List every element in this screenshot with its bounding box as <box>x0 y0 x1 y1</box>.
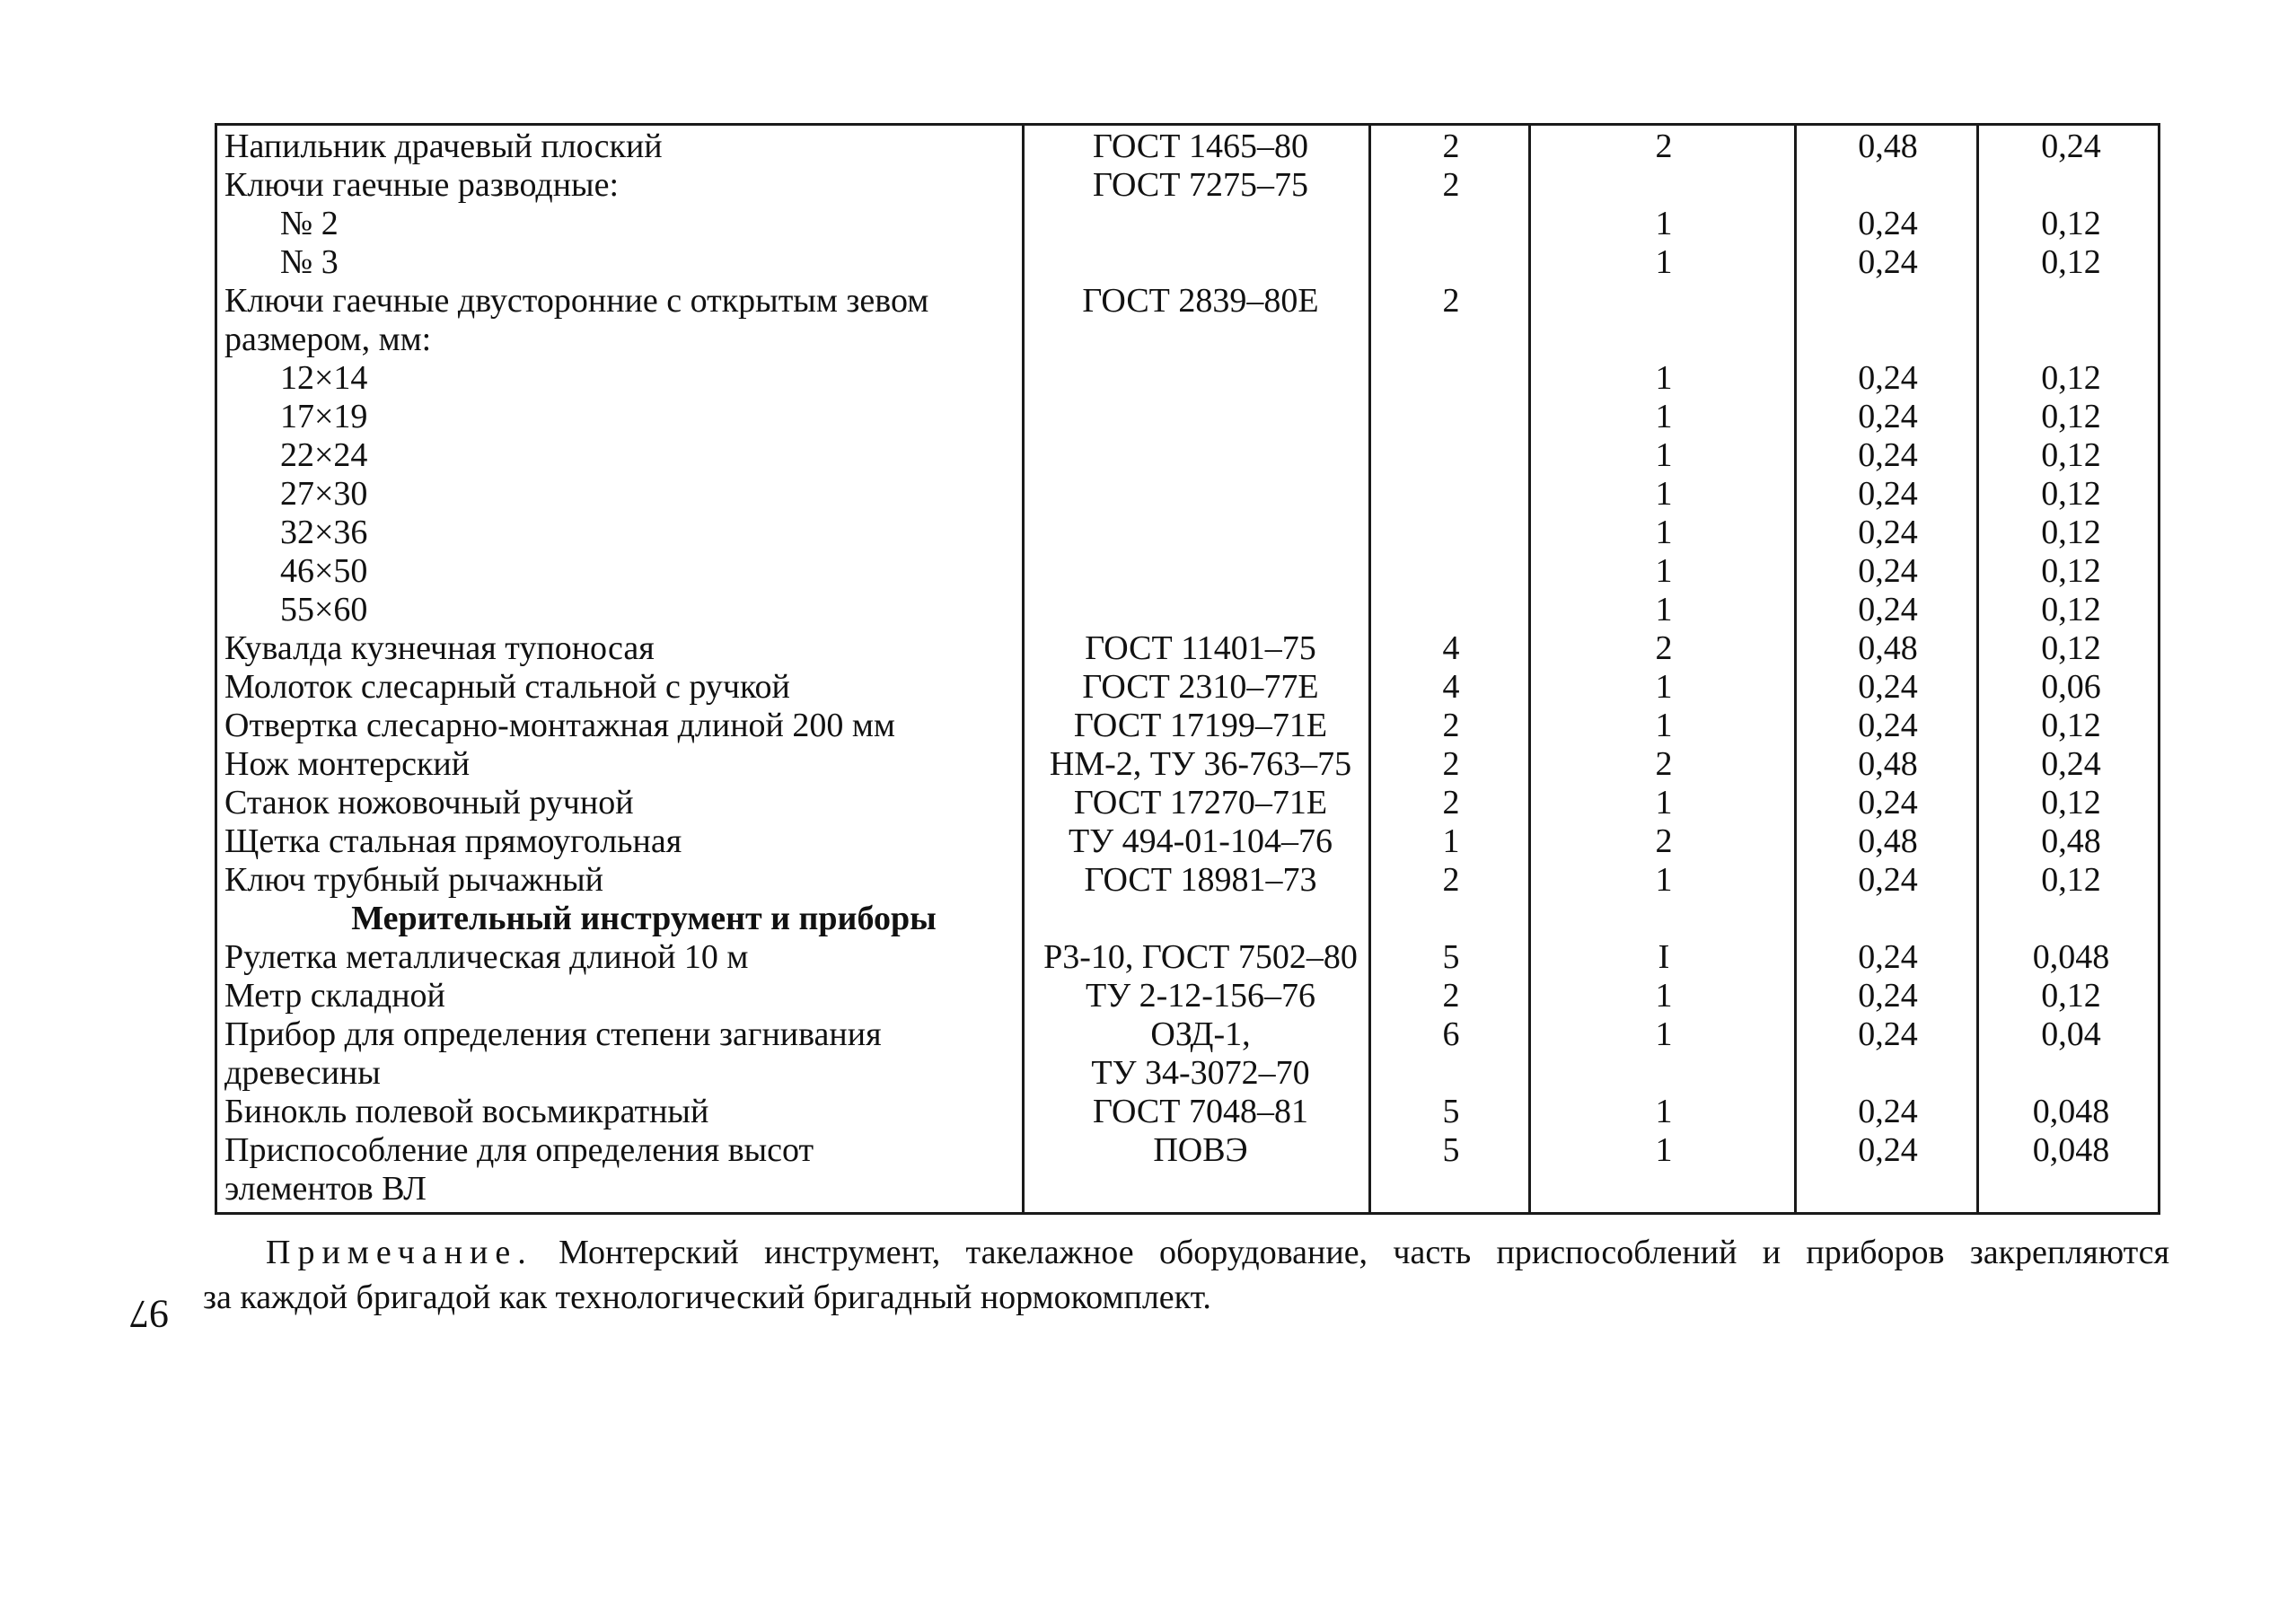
quantity-1-cell: 2 <box>1442 977 1460 1015</box>
quantity-2-cell: 1 <box>1655 359 1673 397</box>
value-1-cell: 0,24 <box>1858 591 1918 628</box>
standard-cell <box>1030 398 1371 436</box>
quantity-2-cell <box>1531 282 1797 321</box>
standard-cell <box>1030 591 1371 629</box>
page-number: 97 <box>129 1292 169 1336</box>
standard-cell <box>1030 514 1371 552</box>
section-heading-row <box>217 900 2158 938</box>
value-1-cell <box>1797 321 1979 359</box>
standard-cell: ГОСТ 18981–73 <box>1084 861 1317 899</box>
value-1-cell: 0,24 <box>1858 205 1918 242</box>
value-1-cell: 0,24 <box>1858 707 1918 744</box>
value-1-cell <box>1797 282 1979 321</box>
value-2-cell: 0,12 <box>2041 552 2101 590</box>
standard-cell: ГОСТ 2310–77Е <box>1082 668 1319 706</box>
value-2-cell <box>1979 166 2163 205</box>
value-1-cell <box>1797 1054 1979 1093</box>
value-2-cell: 0,12 <box>2041 707 2101 744</box>
table-row <box>217 745 2158 784</box>
quantity-1-cell: 5 <box>1442 1131 1460 1169</box>
table-note <box>203 1230 2169 1320</box>
value-1-cell: 0,24 <box>1858 668 1918 706</box>
item-name-cell: 55×60 <box>280 591 368 628</box>
quantity-2-cell: 1 <box>1655 1015 1673 1053</box>
value-2-cell: 0,048 <box>2032 938 2110 976</box>
table-row <box>217 321 2158 359</box>
quantity-2-cell: 1 <box>1655 861 1673 899</box>
table-row <box>217 822 2158 861</box>
value-2-cell: 0,12 <box>2041 359 2101 397</box>
item-name-cell: Щетка стальная прямоугольная <box>224 822 682 860</box>
value-1-cell: 0,48 <box>1858 745 1918 783</box>
item-name-cell: Метр складной <box>224 977 445 1015</box>
value-2-cell: 0,12 <box>2041 514 2101 551</box>
item-name-cell: Напильник драчевый плоский <box>224 127 663 165</box>
quantity-1-cell: 2 <box>1442 745 1460 783</box>
standard-cell: ГОСТ 7275–75 <box>1093 166 1308 204</box>
table-row <box>217 629 2158 668</box>
table-row <box>217 359 2158 398</box>
standard-cell: ГОСТ 17199–71Е <box>1073 707 1328 744</box>
item-name-cell: 27×30 <box>280 475 368 513</box>
quantity-2-cell: 2 <box>1655 629 1673 667</box>
quantity-1-cell <box>1371 321 1531 359</box>
table-row <box>217 1015 2158 1054</box>
table-row <box>217 861 2158 900</box>
standard-cell <box>1030 205 1371 243</box>
item-name-cell: Нож монтерский <box>224 745 471 783</box>
value-1-cell: 0,24 <box>1858 977 1918 1015</box>
value-2-cell: 0,06 <box>2041 668 2101 706</box>
value-1-cell: 0,24 <box>1858 1093 1918 1130</box>
value-2-cell: 0,12 <box>2041 205 2101 242</box>
standard-cell: ГОСТ 17270–71Е <box>1073 784 1328 822</box>
table-row <box>217 707 2158 745</box>
item-name-cell: Отвертка слесарно-монтажная длиной 200 мм <box>224 707 895 744</box>
standard-cell: ГОСТ 7048–81 <box>1093 1093 1308 1130</box>
standard-cell: ГОСТ 2839–80Е <box>1082 282 1319 320</box>
standard-cell: ТУ 34-3072–70 <box>1091 1054 1310 1092</box>
quantity-1-cell <box>1371 591 1531 629</box>
value-2-cell: 0,04 <box>2041 1015 2101 1053</box>
value-2-cell: 0,12 <box>2041 629 2101 667</box>
note-line-2: за каждой бригадой как технологический бригадный нормокомплект. <box>203 1279 1211 1316</box>
item-name-cell: 46×50 <box>280 552 368 590</box>
quantity-2-cell: 1 <box>1655 1131 1673 1169</box>
table-row <box>217 166 2158 205</box>
value-2-cell: 0,24 <box>2041 745 2101 783</box>
value-1-cell: 0,24 <box>1858 784 1918 822</box>
standard-cell <box>1030 243 1371 282</box>
quantity-2-cell: 1 <box>1655 668 1673 706</box>
value-2-cell: 0,048 <box>2032 1131 2110 1169</box>
value-1-cell: 0,24 <box>1858 552 1918 590</box>
standard-cell: Р3-10, ГОСТ 7502–80 <box>1043 938 1358 976</box>
standard-cell <box>1030 359 1371 398</box>
quantity-2-cell: 1 <box>1655 243 1673 281</box>
quantity-2-cell <box>1531 1170 1797 1208</box>
quantity-1-cell: 4 <box>1442 668 1460 706</box>
quantity-1-cell: 5 <box>1442 938 1460 976</box>
value-2-cell <box>1979 1054 2163 1093</box>
quantity-2-cell: 1 <box>1655 205 1673 242</box>
quantity-2-cell: 2 <box>1655 127 1673 165</box>
value-1-cell: 0,48 <box>1858 822 1918 860</box>
quantity-1-cell: 2 <box>1442 707 1460 744</box>
table-row <box>217 475 2158 514</box>
quantity-1-cell <box>1371 359 1531 398</box>
note-line-1 <box>203 1230 2169 1275</box>
item-name-cell: 22×24 <box>280 436 368 474</box>
quantity-2-cell: I <box>1658 938 1670 976</box>
quantity-1-cell: 2 <box>1442 127 1460 165</box>
quantity-1-cell: 5 <box>1442 1093 1460 1130</box>
standard-cell: НМ-2, ТУ 36-763–75 <box>1049 745 1352 783</box>
quantity-1-cell: 2 <box>1442 861 1460 899</box>
table-row <box>217 977 2158 1015</box>
item-name-cell: Кувалда кузнечная тупоносая <box>224 629 655 667</box>
quantity-2-cell: 1 <box>1655 591 1673 628</box>
value-2-cell: 0,48 <box>2041 822 2101 860</box>
value-2-cell: 0,12 <box>2041 398 2101 435</box>
standard-cell <box>1030 321 1371 359</box>
table-row <box>217 205 2158 243</box>
value-1-cell <box>1797 1170 1979 1208</box>
table-row <box>217 668 2158 707</box>
standard-cell <box>1030 552 1371 591</box>
item-name-cell: Приспособление для определения высот <box>224 1131 814 1169</box>
value-1-cell: 0,24 <box>1858 398 1918 435</box>
standard-cell <box>1030 475 1371 514</box>
value-2-cell: 0,12 <box>2041 475 2101 513</box>
table-row <box>217 1093 2158 1131</box>
quantity-1-cell <box>1371 1054 1531 1093</box>
quantity-2-cell: 1 <box>1655 398 1673 435</box>
value-2-cell: 0,12 <box>2041 591 2101 628</box>
table-row <box>217 127 2158 166</box>
value-2-cell: 0,12 <box>2041 243 2101 281</box>
quantity-1-cell: 6 <box>1442 1015 1460 1053</box>
standard-cell: ГОСТ 1465–80 <box>1093 127 1308 165</box>
value-1-cell: 0,48 <box>1858 629 1918 667</box>
quantity-1-cell <box>1371 436 1531 475</box>
value-2-cell <box>1979 900 2163 938</box>
value-1-cell <box>1797 166 1979 205</box>
quantity-2-cell: 1 <box>1655 784 1673 822</box>
value-2-cell: 0,12 <box>2041 784 2101 822</box>
quantity-1-cell: 4 <box>1442 629 1460 667</box>
quantity-1-cell <box>1371 1170 1531 1208</box>
item-name-cell: Молоток слесарный стальной с ручкой <box>224 668 790 706</box>
table-row <box>217 243 2158 282</box>
value-2-cell: 0,24 <box>2041 127 2101 165</box>
table-row <box>217 398 2158 436</box>
value-1-cell: 0,24 <box>1858 475 1918 513</box>
quantity-2-cell: 1 <box>1655 1093 1673 1130</box>
value-1-cell: 0,24 <box>1858 938 1918 976</box>
value-1-cell: 0,24 <box>1858 861 1918 899</box>
item-name-cell: Станок ножовочный ручной <box>224 784 634 822</box>
standard-cell: ТУ 2-12-156–76 <box>1086 977 1315 1015</box>
item-name-cell: размером, мм: <box>224 321 432 358</box>
tools-table <box>215 123 2160 1215</box>
quantity-1-cell <box>1371 205 1531 243</box>
value-1-cell: 0,24 <box>1858 243 1918 281</box>
table-row <box>217 591 2158 629</box>
quantity-2-cell <box>1531 1054 1797 1093</box>
quantity-2-cell: 1 <box>1655 514 1673 551</box>
table-row <box>217 938 2158 977</box>
quantity-1-cell: 2 <box>1442 166 1460 204</box>
note-text-1: Монтерский инструмент, такелажное оборудование, часть приспособлений и приборов закрепляются <box>559 1234 2170 1271</box>
value-2-cell: 0,12 <box>2041 861 2101 899</box>
value-1-cell: 0,24 <box>1858 436 1918 474</box>
quantity-2-cell <box>1531 166 1797 205</box>
value-2-cell <box>1979 1170 2163 1208</box>
item-name-cell: древесины <box>224 1054 381 1092</box>
note-label: Примечание. <box>266 1234 533 1271</box>
table-row <box>217 282 2158 321</box>
value-1-cell: 0,24 <box>1858 1015 1918 1053</box>
value-1-cell <box>1797 900 1979 938</box>
value-2-cell: 0,048 <box>2032 1093 2110 1130</box>
item-name-cell: 12×14 <box>280 359 368 397</box>
standard-cell <box>1030 1170 1371 1208</box>
quantity-1-cell <box>1371 398 1531 436</box>
item-name-cell: Ключи гаечные двусторонние с открытым зевом <box>224 282 929 320</box>
item-name-cell: 17×19 <box>280 398 368 435</box>
quantity-2-cell: 1 <box>1655 707 1673 744</box>
quantity-1-cell <box>1371 900 1531 938</box>
item-name-cell: 32×36 <box>280 514 368 551</box>
item-name-cell: Рулетка металлическая длиной 10 м <box>224 938 749 976</box>
item-name-cell: Ключи гаечные разводные: <box>224 166 620 204</box>
table-row <box>217 552 2158 591</box>
quantity-2-cell: 2 <box>1655 745 1673 783</box>
standard-cell: ТУ 494-01-104–76 <box>1069 822 1333 860</box>
value-1-cell: 0,24 <box>1858 1131 1918 1169</box>
quantity-1-cell <box>1371 243 1531 282</box>
quantity-1-cell <box>1371 475 1531 514</box>
standard-cell <box>1030 436 1371 475</box>
quantity-2-cell <box>1531 321 1797 359</box>
value-2-cell <box>1979 321 2163 359</box>
item-name-cell: № 3 <box>280 243 339 281</box>
quantity-2-cell: 1 <box>1655 977 1673 1015</box>
table-row <box>217 436 2158 475</box>
quantity-1-cell: 2 <box>1442 282 1460 320</box>
item-name-cell: Прибор для определения степени загнивания <box>224 1015 882 1053</box>
quantity-1-cell: 2 <box>1442 784 1460 822</box>
value-2-cell: 0,12 <box>2041 436 2101 474</box>
value-1-cell: 0,48 <box>1858 127 1918 165</box>
quantity-1-cell: 1 <box>1442 822 1460 860</box>
table-row <box>217 1131 2158 1170</box>
table-row <box>217 784 2158 822</box>
item-name-cell: № 2 <box>280 205 339 242</box>
quantity-1-cell <box>1371 552 1531 591</box>
standard-cell: ПОВЭ <box>1153 1131 1248 1169</box>
value-2-cell <box>1979 282 2163 321</box>
quantity-2-cell <box>1531 900 1797 938</box>
quantity-2-cell: 2 <box>1655 822 1673 860</box>
quantity-2-cell: 1 <box>1655 475 1673 513</box>
item-name-cell: Бинокль полевой восьмикратный <box>224 1093 709 1130</box>
standard-cell <box>1030 900 1371 938</box>
value-1-cell: 0,24 <box>1858 514 1918 551</box>
quantity-2-cell: 1 <box>1655 552 1673 590</box>
item-name-cell: Ключ трубный рычажный <box>224 861 603 899</box>
standard-cell: ГОСТ 11401–75 <box>1085 629 1316 667</box>
standard-cell: ОЗД-1, <box>1150 1015 1251 1053</box>
value-1-cell: 0,24 <box>1858 359 1918 397</box>
item-name-cell: Мерительный инструмент и приборы <box>351 900 937 937</box>
value-2-cell: 0,12 <box>2041 977 2101 1015</box>
quantity-2-cell: 1 <box>1655 436 1673 474</box>
table-row <box>217 1170 2158 1208</box>
item-name-cell: элементов ВЛ <box>224 1170 427 1208</box>
table-row <box>217 514 2158 552</box>
quantity-1-cell <box>1371 514 1531 552</box>
table-row <box>217 1054 2158 1093</box>
